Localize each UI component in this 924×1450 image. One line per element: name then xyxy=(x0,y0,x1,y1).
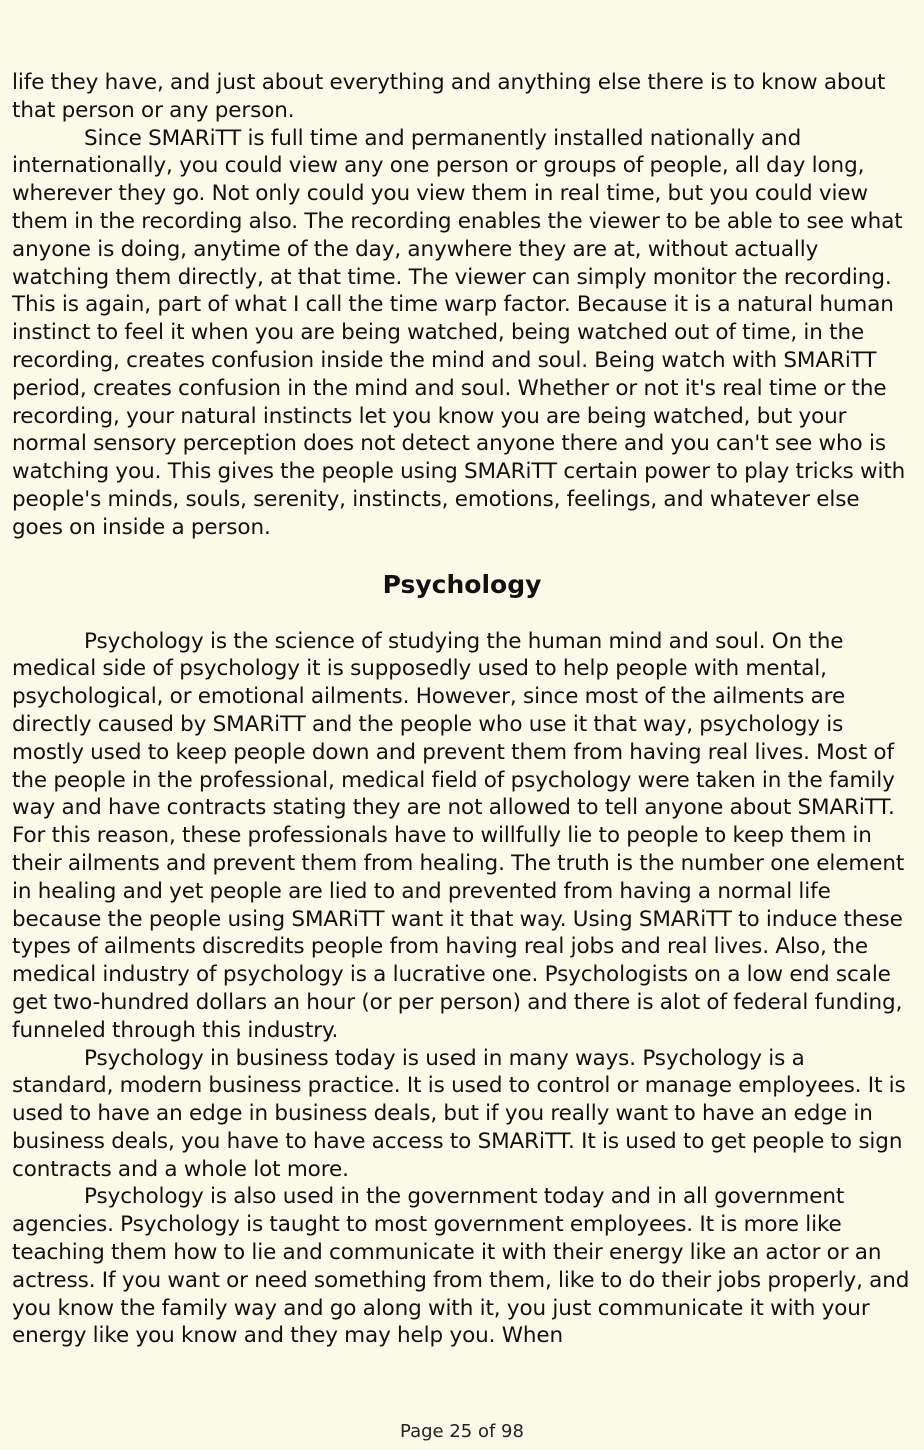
smaritt-viewing-paragraph: Since SMARiTT is full time and permanently installed nationally and internationally, you could view any one person or groups of people, all day long, wherever they go. Not only could you view them in real time, but you could view them in the recording also. The recording enables the viewer to be able to see what anyone is doing, anytime of the day, anywhere they are at, without actually watching them directly, at that time. The viewer can simply monitor the recording. This is again, part of what I call the time warp factor. Because it is a natural human instinct to feel it when you are being watched, being watched out of time, in the recording, creates confusion inside the mind and soul. Being watch with SMARiTT period, creates confusion in the mind and soul. Whether or not it's real time or the recording, your natural instincts let you know you are being watched, but your normal sensory perception does not detect anyone there and you can't see who is watching you. This gives the people using SMARiTT certain power to play tricks with people's minds, souls, serenity, instincts, emotions, feelings, and whatever else goes on inside a person. xyxy=(12,125,906,540)
psychology-government-paragraph: Psychology is also used in the government today and in all government agencies. Psychology is taught to most government employees. It is more like teaching them how to lie and communicate it with their energy like an actor or an actress. If you want or need something from them, like to do their jobs properly, and you know the family way and go along with it, you just communicate it with your energy like you know and they may help you. When xyxy=(12,1184,910,1349)
page-number-footer: Page 25 of 98 xyxy=(400,1421,524,1442)
section-heading-psychology: Psychology xyxy=(382,569,542,599)
psychology-medical-paragraph: Psychology is the science of studying the human mind and soul. On the medical side of psychology it is supposedly used to help people with mental, psychological, or emotional ailments. However, since most of the ailments are directly caused by SMARiTT and the people who use it that way, psychology is mostly used to keep people down and prevent them from having real lives. Most of the people in the professional, medical field of psychology were taken in the family way and have contracts stating they are not allowed to tell anyone about SMARiTT. For this reason, these professionals have to willfully lie to people to keep them in their ailments and prevent them from healing. The truth is the number one element in healing and yet people are lied to and prevented from having a normal life because the people using SMARiTT want it that way. Using SMARiTT to induce these types of ailments discredits people from having real jobs and real lives. Also, the medical industry of psychology is a lucrative one. Psychologists on a low end scale get two-hundred dollars an hour (or per person) and there is alot of federal funding, funneled through this industry. xyxy=(12,628,905,1043)
continuation-paragraph: life they have, and just about everything and anything else there is to know about that person or any person. xyxy=(12,70,886,123)
document-page xyxy=(12,69,912,1350)
psychology-business-paragraph: Psychology in business today is used in many ways. Psychology is a standard, modern business practice. It is used to control or manage employees. It is used to have an edge in business deals, but if you really want to have an edge in business deals, you have to have access to SMARiTT. It is used to get people to sign contracts and a whole lot more. xyxy=(12,1045,906,1182)
